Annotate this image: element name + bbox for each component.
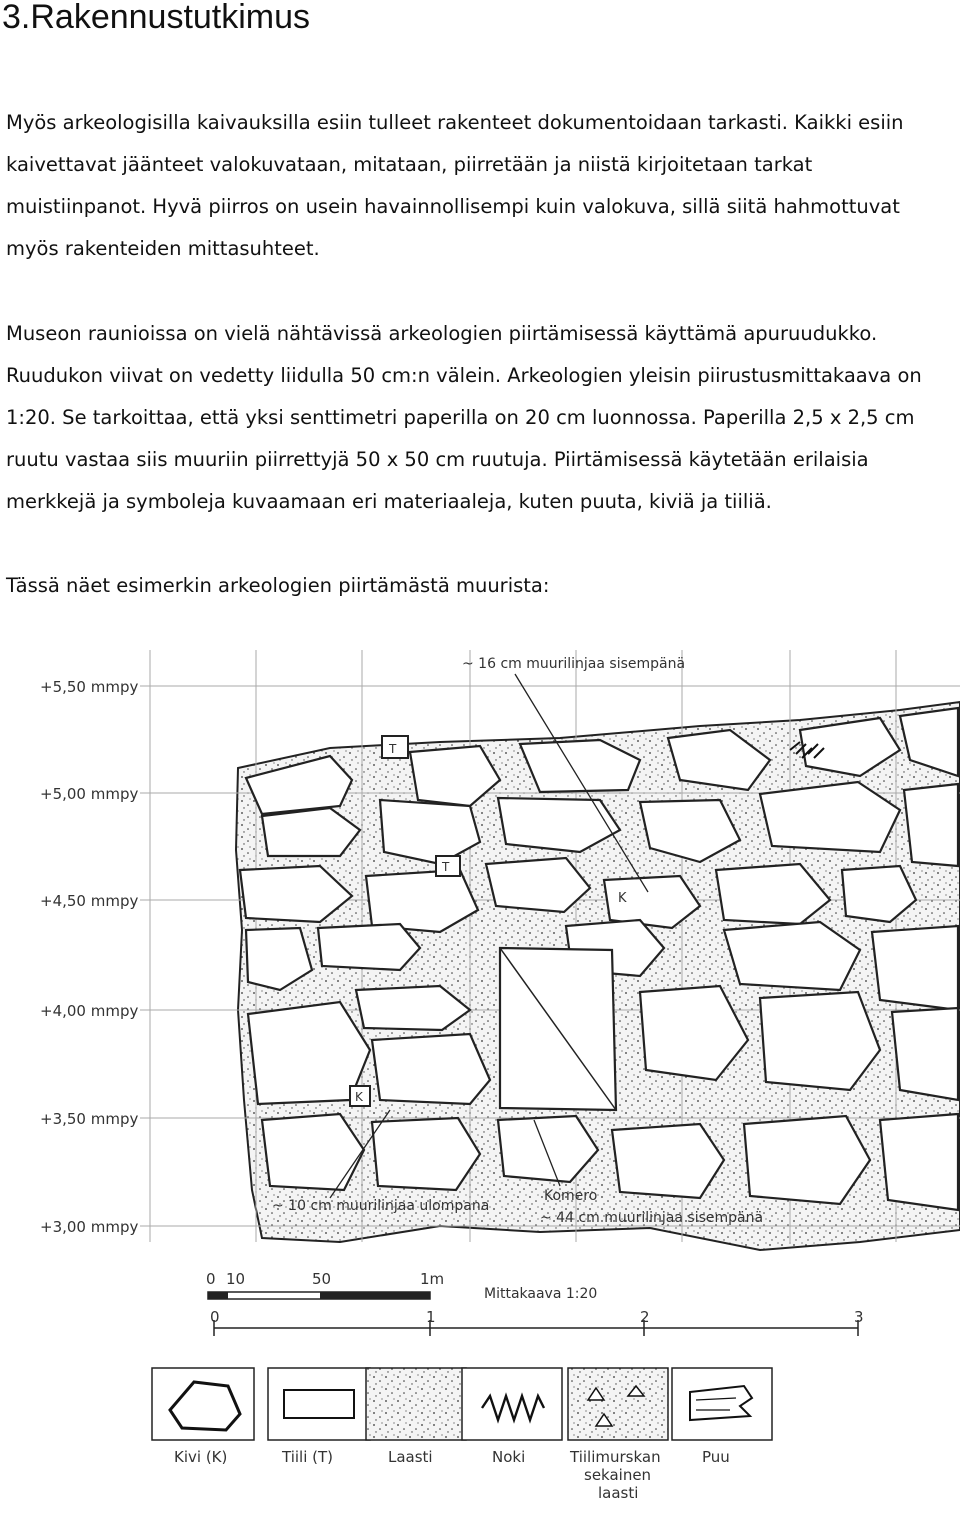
scale-meter-label: 0 <box>210 1308 220 1326</box>
grid-paragraph: Museon raunioissa on vielä nähtävissä arkeologien piirtämisessä käyttämä apuruudukko. Ruudukon viivat on vedetty liidulla 50 cm:n välein. Arkeologien yleisin piirustusmittakaava on 1:20. Se tarkoittaa, että yksi senttimetri paperilla on 20 cm luonnossa. Paperilla 2,5 x 2,5 cm ruutu vastaa siis muuriin piirrettyjä 50 x 50 cm ruutuja. Piirtämisessä käytetään erilaisia merkkejä ja symboleja kuvaamaan eri materiaaleja, kuten puuta, kiviä ja tiiliä. <box>6 322 922 513</box>
legend-item-brick-rubble-mortar <box>568 1368 668 1502</box>
scale-meter-label: 2 <box>640 1308 650 1326</box>
intro-paragraph: Myös arkeologisilla kaivauksilla esiin tulleet rakenteet dokumentoidaan tarkasti. Kaikki esiin kaivettavat jäänteet valokuvataan, mitataan, piirretään ja niistä kirjoitetaan tarkat muistiinpanot. Hyvä piirros on usein havainnollisempi kuin valokuva, sillä siitä hahmottuvat myös rakenteiden mittasuhteet. <box>6 111 904 260</box>
legend-label: Tiilimurskan <box>570 1448 661 1466</box>
legend-item-stone <box>152 1368 254 1466</box>
stone <box>760 992 880 1090</box>
scale-tick-label: 0 <box>206 1270 216 1288</box>
stone <box>372 1118 480 1190</box>
brick-mark: T <box>442 860 450 874</box>
scale-label: Mittakaava 1:20 <box>484 1286 598 1302</box>
scale-meter-label: 1 <box>426 1308 436 1326</box>
elevation-label: +4,50 mmpy <box>40 892 139 910</box>
legend-label: laasti <box>598 1484 639 1502</box>
annotation-komero: Komero <box>544 1188 598 1204</box>
mortar-icon <box>366 1368 466 1440</box>
legend-item-brick <box>268 1368 370 1466</box>
elevation-label: +3,00 mmpy <box>40 1218 139 1236</box>
stone <box>872 926 958 1010</box>
stone-mark: K <box>618 891 627 906</box>
legend-label: Puu <box>702 1448 730 1466</box>
elevation-label: +3,50 mmpy <box>40 1110 139 1128</box>
elevation-label: +4,00 mmpy <box>40 1002 139 1020</box>
scale-tick-label: 50 <box>312 1270 332 1288</box>
page-title: 3.Rakennustutkimus <box>2 0 311 36</box>
brick-mark: T <box>389 742 397 756</box>
annotation-top: ~ 16 cm muurilinjaa sisempänä <box>462 656 686 672</box>
elevation-label: +5,00 mmpy <box>40 785 139 803</box>
elevation-labels <box>40 678 138 1236</box>
stone <box>880 1114 958 1210</box>
stone-mark: K <box>355 1090 363 1104</box>
annotation-bottom-right: ~ 44 cm muurilinjaa sisempänä <box>540 1210 764 1226</box>
legend-label: Laasti <box>388 1448 433 1466</box>
legend-label: sekainen <box>584 1466 652 1484</box>
annotation-bottom-left: ~ 10 cm muurilinjaa ulompana <box>272 1198 490 1214</box>
wall-drawing-figure <box>0 630 960 1514</box>
stone <box>262 1114 364 1190</box>
brick-rubble-mortar-icon <box>568 1368 668 1440</box>
legend-label: Kivi (K) <box>174 1448 228 1466</box>
stone <box>372 1034 490 1104</box>
stone <box>318 924 420 970</box>
stone <box>612 1124 724 1198</box>
scale-tick-label: 10 <box>226 1270 246 1288</box>
brick-icon <box>284 1390 354 1418</box>
stone <box>904 784 958 866</box>
stone <box>892 1008 958 1100</box>
legend-item-soot <box>462 1368 562 1466</box>
legend-item-wood <box>672 1368 772 1466</box>
scale-tick-label: 1m <box>420 1270 445 1288</box>
wood-icon <box>690 1386 752 1420</box>
legend <box>152 1368 772 1502</box>
legend-item-mortar <box>366 1368 466 1466</box>
legend-label: Tiili (T) <box>282 1448 334 1466</box>
elevation-label: +5,50 mmpy <box>40 678 139 696</box>
scale-meter-label: 3 <box>854 1308 864 1326</box>
legend-label: Noki <box>492 1448 526 1466</box>
scale-bar <box>206 1270 864 1336</box>
example-caption: Tässä näet esimerkin arkeologien piirtämästä muurista: <box>6 574 550 597</box>
